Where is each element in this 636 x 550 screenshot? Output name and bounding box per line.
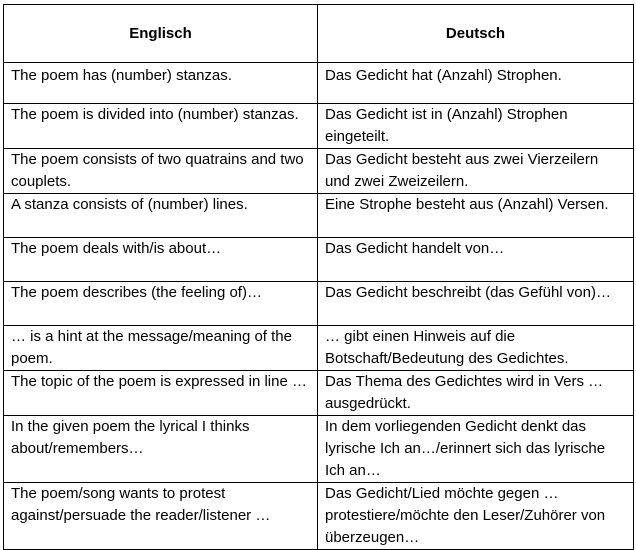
cell-english: The topic of the poem is expressed in line … xyxy=(4,371,318,416)
table-row xyxy=(4,104,634,149)
cell-german: Das Gedicht handelt von… xyxy=(318,238,634,282)
cell-german: Das Gedicht beschreibt (das Gefühl von)… xyxy=(318,282,634,326)
cell-english: … is a hint at the message/meaning of the poem. xyxy=(4,326,318,371)
cell-english: The poem is divided into (number) stanzas. xyxy=(4,104,318,149)
table-row xyxy=(4,149,634,194)
table-header-row xyxy=(4,5,634,63)
cell-english: The poem/song wants to protest against/persuade the reader/listener … xyxy=(4,483,318,550)
cell-german: In dem vorliegenden Gedicht denkt das lyrische Ich an…/erinnert sich das lyrische Ich an… xyxy=(318,416,634,483)
table-row xyxy=(4,238,634,282)
cell-german: Das Gedicht ist in (Anzahl) Strophen eingeteilt. xyxy=(318,104,634,149)
cell-german: Das Gedicht hat (Anzahl) Strophen. xyxy=(318,63,634,104)
cell-english: The poem describes (the feeling of)… xyxy=(4,282,318,326)
cell-english: A stanza consists of (number) lines. xyxy=(4,194,318,238)
table-row xyxy=(4,63,634,104)
table-row xyxy=(4,282,634,326)
cell-english: The poem deals with/is about… xyxy=(4,238,318,282)
cell-german: Das Gedicht/Lied möchte gegen … protestiere/möchte den Leser/Zuhörer von überzeugen… xyxy=(318,483,634,550)
table-row xyxy=(4,371,634,416)
table-row xyxy=(4,483,634,550)
cell-english: The poem has (number) stanzas. xyxy=(4,63,318,104)
cell-german: Das Thema des Gedichtes wird in Vers … ausgedrückt. xyxy=(318,371,634,416)
table-row xyxy=(4,416,634,483)
table-row xyxy=(4,194,634,238)
cell-german: Eine Strophe besteht aus (Anzahl) Versen. xyxy=(318,194,634,238)
header-english: Englisch xyxy=(4,5,318,63)
cell-german: Das Gedicht besteht aus zwei Vierzeilern und zwei Zweizeilern. xyxy=(318,149,634,194)
cell-german: … gibt einen Hinweis auf die Botschaft/Bedeutung des Gedichtes. xyxy=(318,326,634,371)
phrase-table xyxy=(3,4,634,550)
table-row xyxy=(4,326,634,371)
cell-english: The poem consists of two quatrains and two couplets. xyxy=(4,149,318,194)
cell-english: In the given poem the lyrical I thinks about/remembers… xyxy=(4,416,318,483)
header-german: Deutsch xyxy=(318,5,634,63)
